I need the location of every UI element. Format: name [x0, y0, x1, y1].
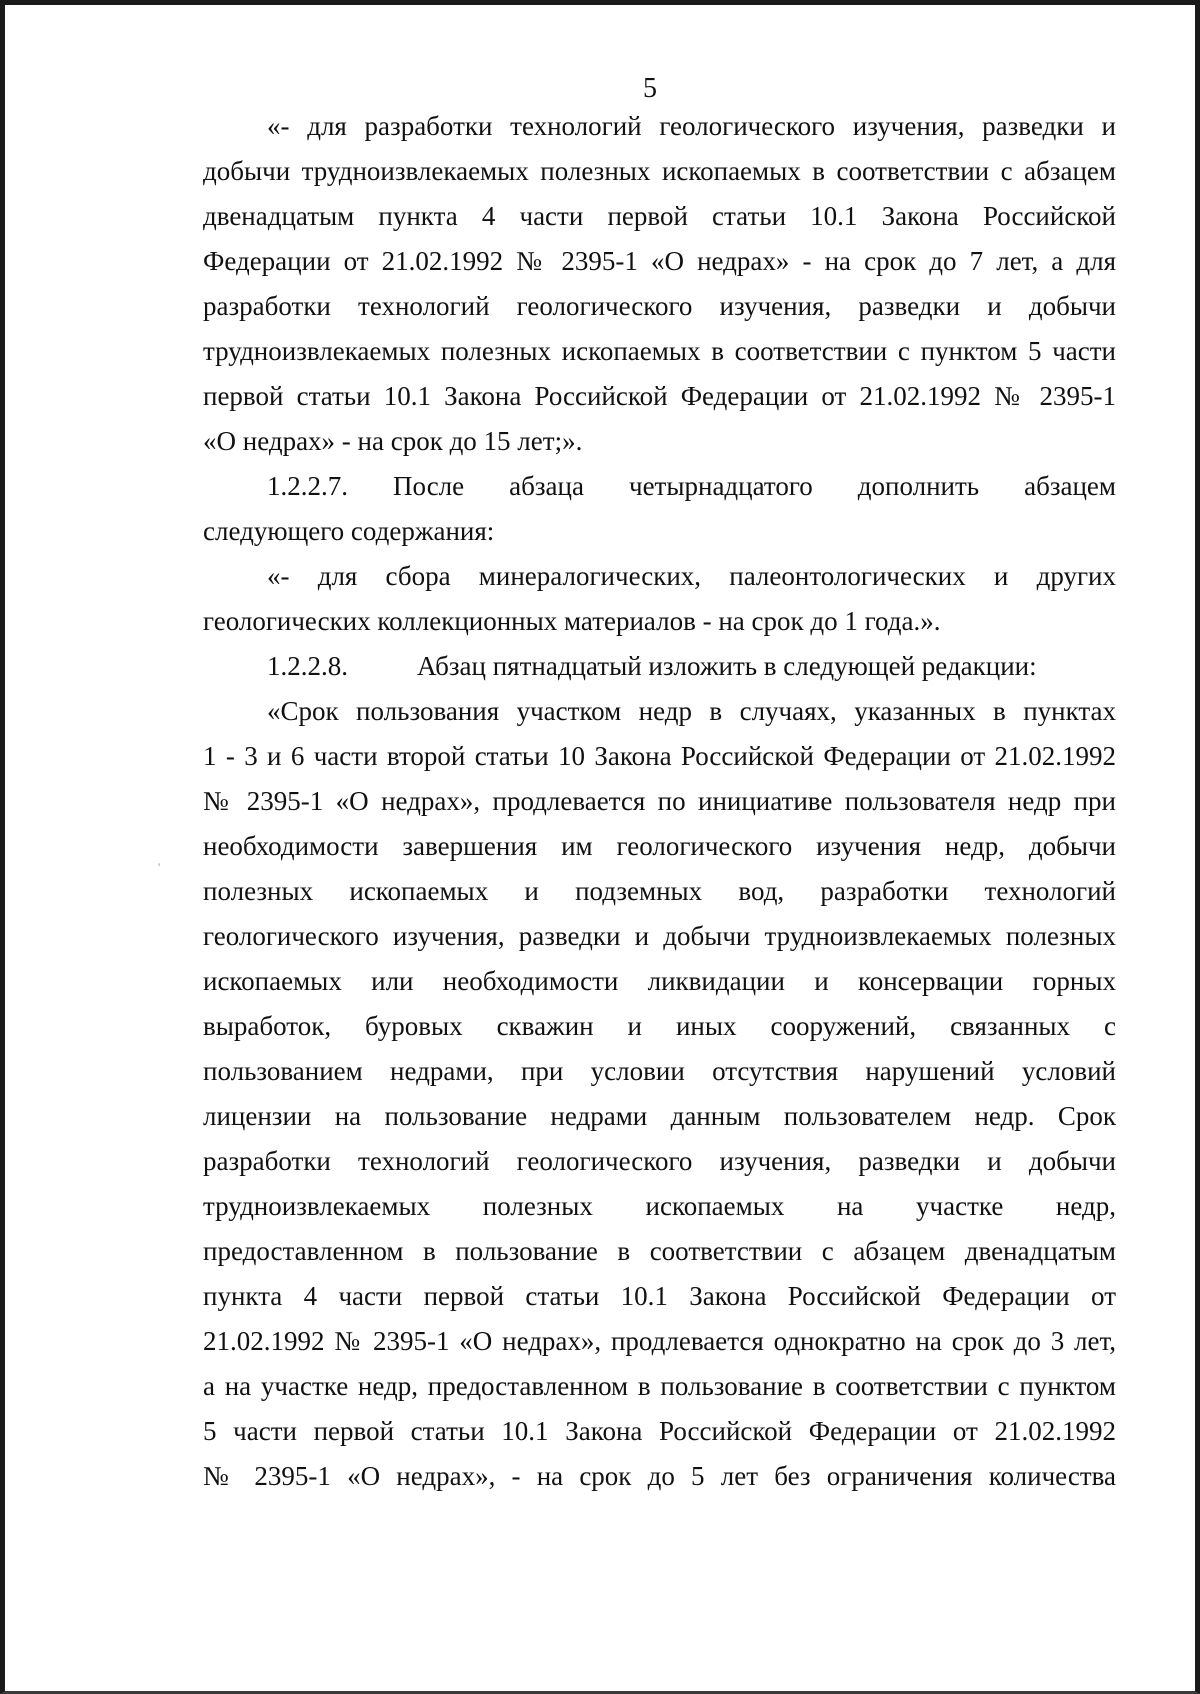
text-line: предоставленном в пользование в соответствии с абзацем двенадцатым [203, 1236, 1116, 1266]
text-line: № 2395-1 «О недрах», продлевается по инициативе пользователя недр при [203, 786, 1116, 816]
text-line: «Срок пользования участком недр в случаях, указанных в пунктах [267, 696, 1116, 726]
text-line: двенадцатым пункта 4 части первой статьи 10.1 Закона Российской [203, 201, 1116, 231]
section-line [203, 644, 1116, 689]
text-line: пункта 4 части первой статьи 10.1 Закона Российской Федерации от [203, 1281, 1116, 1311]
text-line: лицензии на пользование недрами данным пользователем недр. Срок [203, 1101, 1116, 1131]
text-line: первой статьи 10.1 Закона Российской Федерации от 21.02.1992 № 2395-1 [203, 381, 1116, 411]
text-line: а на участке недр, предоставленном в пользование в соответствии с пунктом [203, 1371, 1116, 1401]
text-line: № 2395-1 «О недрах», - на срок до 5 лет без ограничения количества [203, 1461, 1116, 1491]
text-line: «- для сбора минералогических, палеонтологических и других [267, 561, 1116, 591]
text-line: 21.02.1992 № 2395-1 «О недрах», продлевается однократно на срок до 3 лет, [203, 1326, 1116, 1356]
text-line: полезных ископаемых и подземных вод, разработки технологий [203, 876, 1116, 906]
text-line: разработки технологий геологического изучения, разведки и добычи [203, 1146, 1116, 1176]
document-body [203, 104, 1116, 1499]
text-line: пользованием недрами, при условии отсутствия нарушений условий [203, 1056, 1116, 1086]
scan-speck: ' [158, 860, 161, 874]
text-line: Федерации от 21.02.1992 № 2395-1 «О недрах» - на срок до 7 лет, а для [203, 246, 1116, 276]
text-line: 1.2.2.7. После абзаца четырнадцатого дополнить абзацем [267, 471, 1116, 501]
text-line: геологических коллекционных материалов - на срок до 1 года.». [203, 606, 941, 636]
text-line: добычи трудноизвлекаемых полезных ископаемых в соответствии с абзацем [203, 156, 1116, 186]
text-line: следующего содержания: [203, 516, 495, 546]
text-line: трудноизвлекаемых полезных ископаемых в соответствии с пунктом 5 части [203, 336, 1116, 366]
section-number: 1.2.2.8. [267, 651, 348, 681]
text-line: «- для разработки технологий геологического изучения, разведки и [267, 111, 1116, 141]
text-line: ископаемых или необходимости ликвидации и консервации горных [203, 966, 1116, 996]
text-line: выработок, буровых скважин и иных сооружений, связанных с [203, 1011, 1116, 1041]
text-line: «О недрах» - на срок до 15 лет;». [203, 426, 583, 456]
text-line: 5 части первой статьи 10.1 Закона Российской Федерации от 21.02.1992 [203, 1416, 1116, 1446]
section-text: Абзац пятнадцатый изложить в следующей редакции: [417, 651, 1037, 681]
page-number: 5 [643, 73, 657, 104]
text-line: трудноизвлекаемых полезных ископаемых на участке недр, [203, 1191, 1116, 1221]
text-line: необходимости завершения им геологического изучения недр, добычи [203, 831, 1116, 861]
text-line: разработки технологий геологического изучения, разведки и добычи [203, 291, 1116, 321]
text-line: 1 - 3 и 6 части второй статьи 10 Закона Российской Федерации от 21.02.1992 [203, 741, 1116, 771]
text-line: геологического изучения, разведки и добычи трудноизвлекаемых полезных [203, 921, 1116, 951]
